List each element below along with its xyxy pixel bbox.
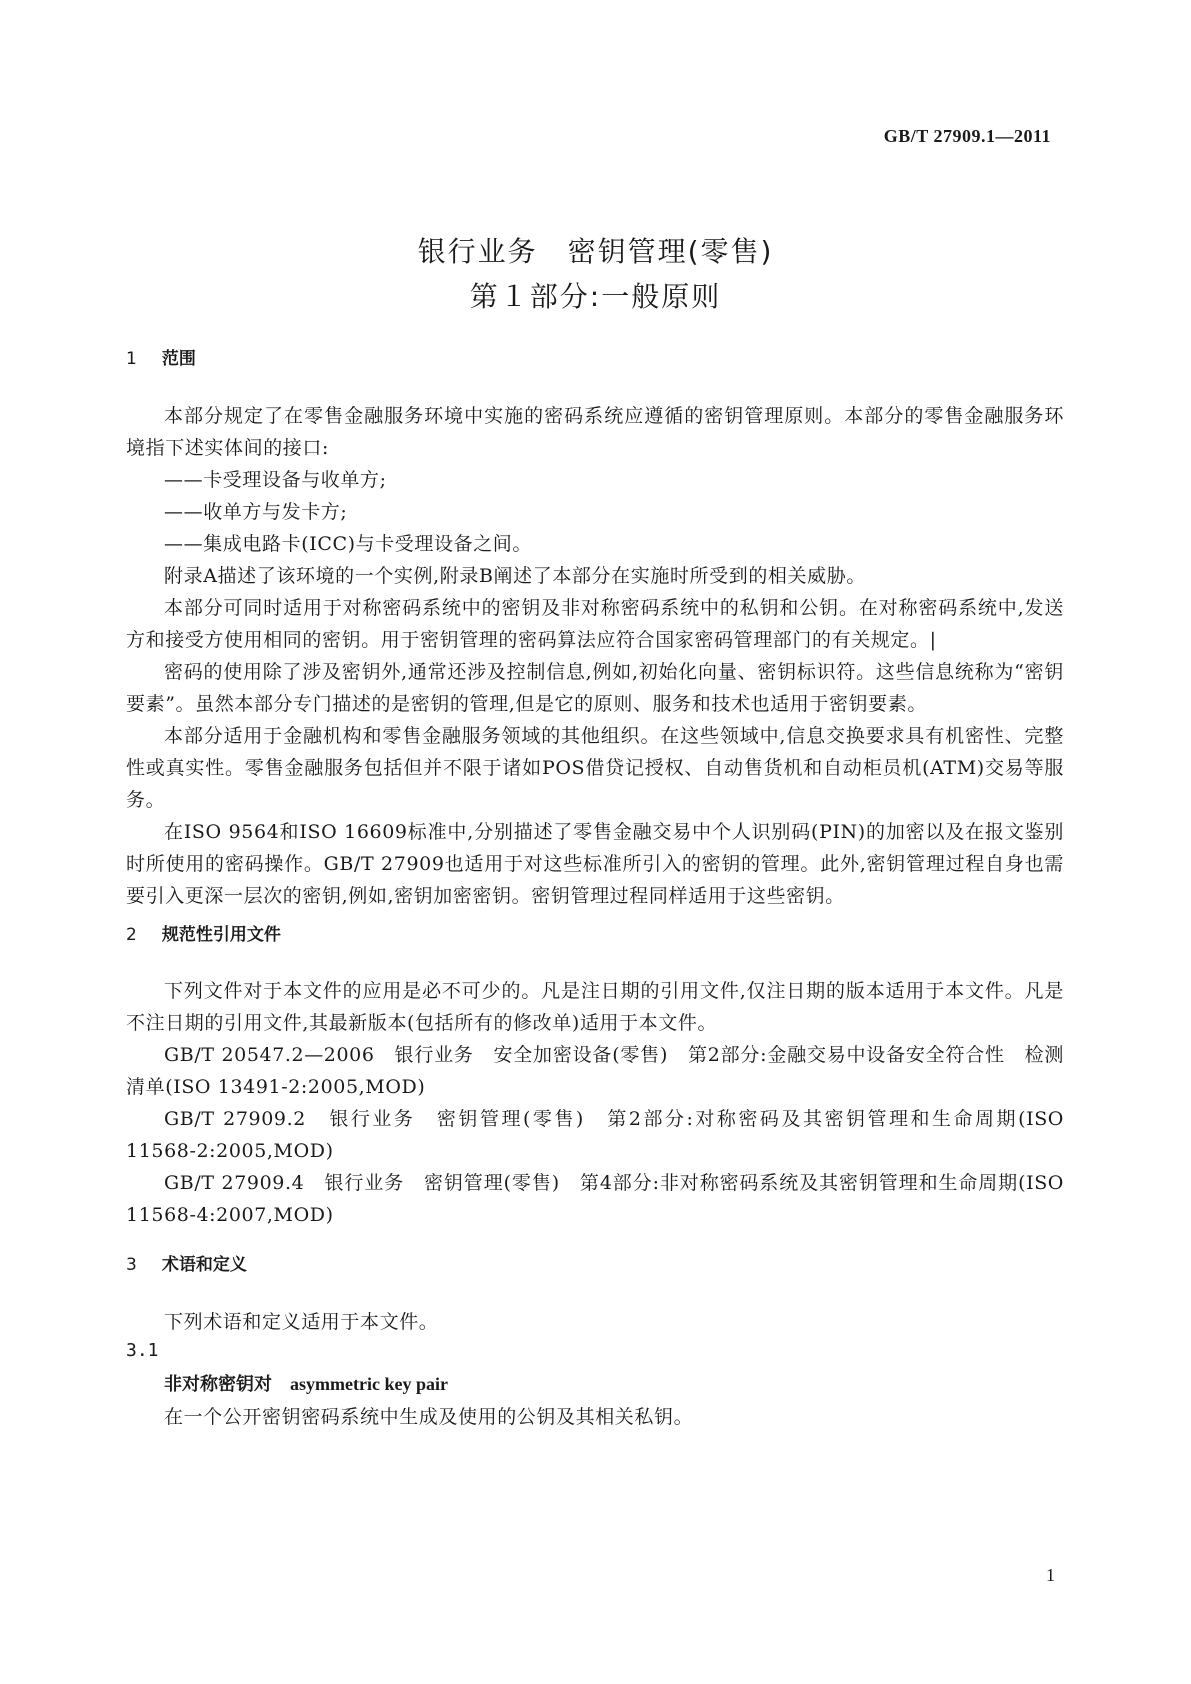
section3-heading	[126, 1250, 247, 1275]
section2-heading	[126, 920, 281, 945]
paragraph: 下列文件对于本文件的应用是必不可少的。凡是注日期的引用文件,仅注日期的版本适用于本文件。凡是不注日期的引用文件,其最新版本(包括所有的修改单)适用于本文件。	[126, 980, 1064, 1034]
term-entry	[164, 1370, 448, 1396]
list-item: ——收单方与发卡方;	[164, 501, 348, 523]
paragraph: 下列术语和定义适用于本文件。	[164, 1311, 439, 1333]
paragraph: 密码的使用除了涉及密钥外,通常还涉及控制信息,例如,初始化向量、密钥标识符。这些信息统称为“密钥要素”。虽然本部分专门描述的是密钥的管理,但是它的原则、服务和技术也适用于密钥要素。	[126, 661, 1064, 715]
document-title-line2: 第１部分:一般原则	[469, 280, 722, 313]
paragraph: 在ISO 9564和ISO 16609标准中,分别描述了零售金融交易中个人识别码(PIN)的加密以及在报文鉴别时所使用的密码操作。GB/T 27909也适用于对这些标准所引入的密钥的管理。此外,密钥管理过程自身也需要引入更深一层次的密钥,例如,密钥加密密钥。密钥管理过程同样适用于这些密钥。	[126, 821, 1064, 907]
section2-title: 规范性引用文件	[161, 925, 281, 945]
section2-number: 2	[126, 925, 137, 945]
paragraph: 附录A描述了该环境的一个实例,附录B阐述了本部分在实施时所受到的相关威胁。	[164, 565, 866, 587]
page-number: 1	[1046, 1565, 1055, 1585]
paragraph: 本部分适用于金融机构和零售金融服务领域的其他组织。在这些领域中,信息交换要求具有机密性、完整性或真实性。零售金融服务包括但并不限于诸如POS借贷记授权、自动售货机和自动柜员机(ATM)交易等服务。	[126, 725, 1064, 811]
section1-heading	[126, 344, 196, 369]
section1-title: 范围	[161, 349, 196, 369]
section3-number: 3	[126, 1255, 137, 1275]
term-number: 3.1	[126, 1340, 159, 1361]
list-item: ——集成电路卡(ICC)与卡受理设备之间。	[164, 533, 533, 555]
document-title-line1: 银行业务 密钥管理(零售)	[417, 235, 774, 268]
reference-item: GB/T 20547.2—2006 银行业务 安全加密设备(零售) 第2部分:金融交易中设备安全符合性 检测清单(ISO 13491-2:2005,MOD)	[126, 1044, 1064, 1098]
section3-title: 术语和定义	[161, 1255, 247, 1275]
reference-item: GB/T 27909.4 银行业务 密钥管理(零售) 第4部分:非对称密码系统及其密钥管理和生命周期(ISO 11568-4:2007,MOD)	[126, 1172, 1064, 1226]
section3-intro	[126, 1306, 1064, 1338]
section1-number: 1	[126, 349, 137, 369]
term-chinese: 非对称密钥对	[164, 1374, 272, 1395]
term-english: asymmetric key pair	[290, 1374, 448, 1394]
term-definition: 在一个公开密钥密码系统中生成及使用的公钥及其相关私钥。	[164, 1406, 694, 1428]
standard-code: GB/T 27909.1—2011	[883, 126, 1051, 146]
section1-body	[126, 400, 1064, 912]
paragraph: 本部分可同时适用于对称密码系统中的密钥及非对称密码系统中的私钥和公钥。在对称密码系统中,发送方和接受方使用相同的密钥。用于密钥管理的密码算法应符合国家密码管理部门的有关规定。|	[126, 597, 1064, 651]
list-item: ——卡受理设备与收单方;	[164, 469, 387, 491]
section2-body	[126, 975, 1064, 1231]
paragraph: 本部分规定了在零售金融服务环境中实施的密码系统应遵循的密钥管理原则。本部分的零售金融服务环境指下述实体间的接口:	[126, 405, 1064, 459]
reference-item: GB/T 27909.2 银行业务 密钥管理(零售) 第2部分:对称密码及其密钥管理和生命周期(ISO 11568-2:2005,MOD)	[126, 1108, 1064, 1162]
